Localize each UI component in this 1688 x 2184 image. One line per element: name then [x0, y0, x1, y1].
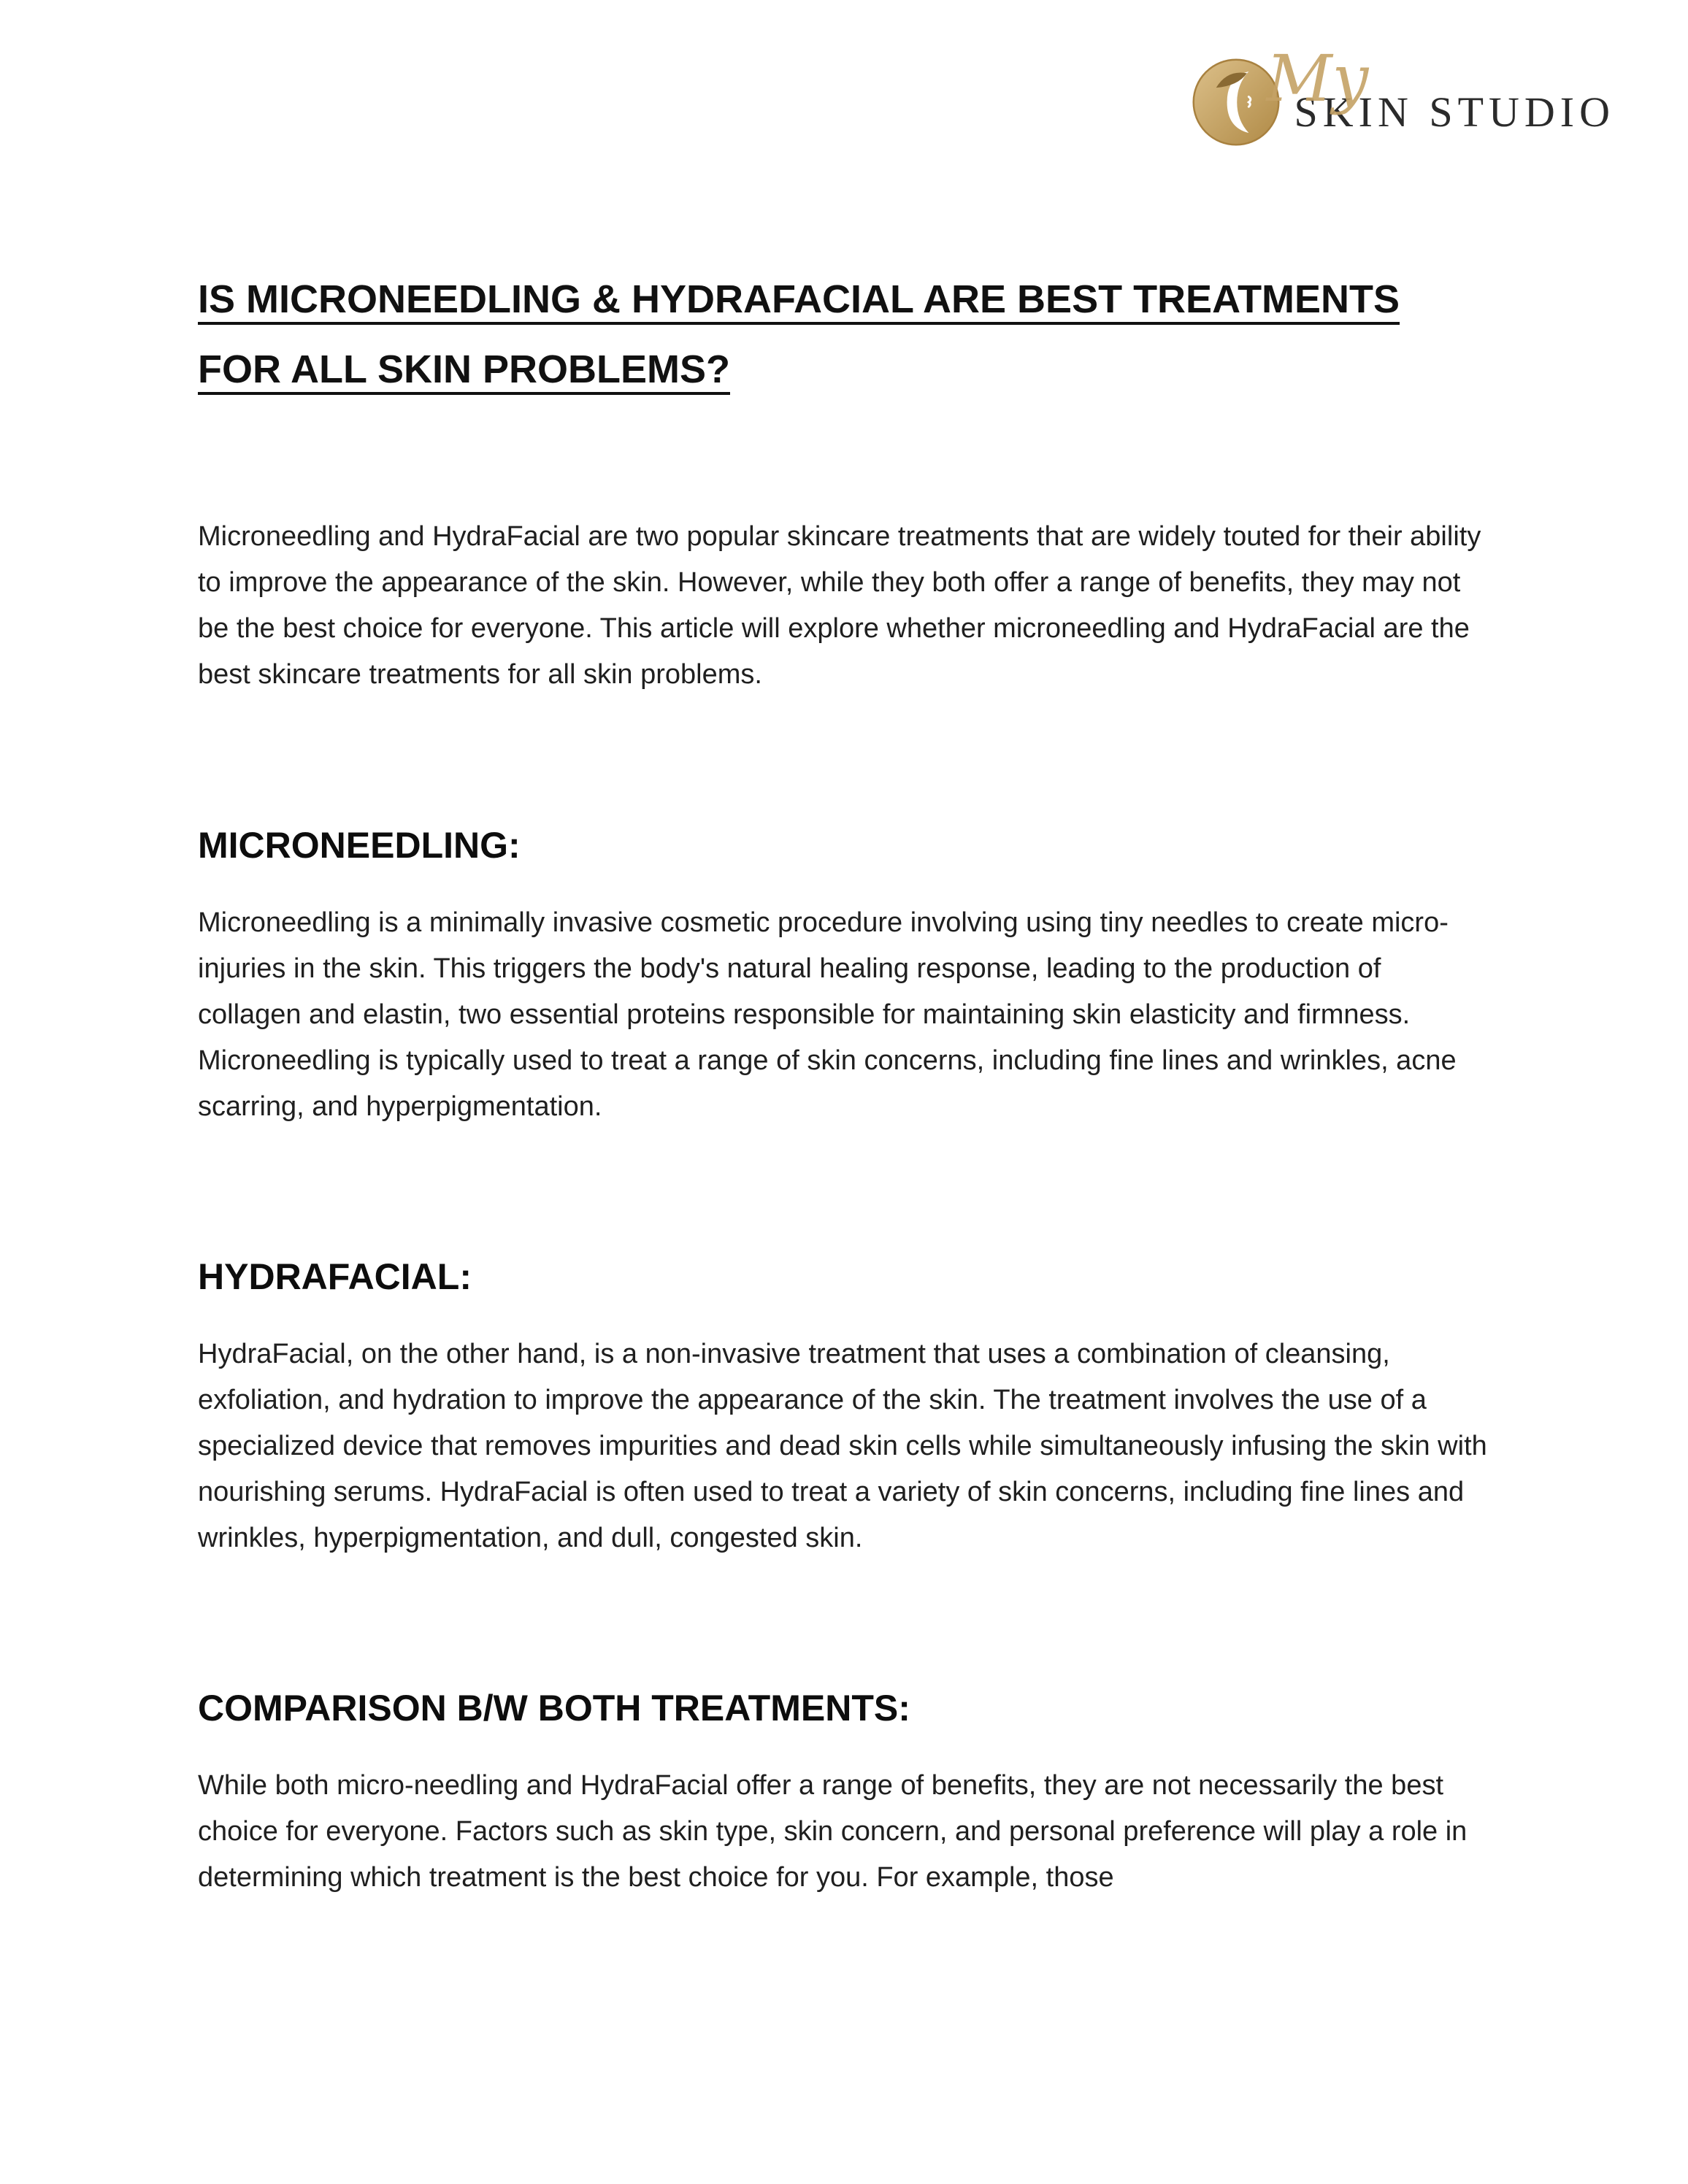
- section-comparison: [198, 1687, 1491, 1901]
- article-title-line-1: IS MICRONEEDLING & HYDRAFACIAL ARE BEST TREATMENTS: [198, 277, 1400, 321]
- brand-name-label: SKIN STUDIO: [1294, 88, 1615, 136]
- brand-script-text: My: [1266, 40, 1369, 116]
- section-hydrafacial: [198, 1256, 1491, 1561]
- section-heading-microneedling: MICRONEEDLING:: [198, 824, 521, 866]
- skin-studio-logo-icon: [1191, 57, 1281, 147]
- section-heading-comparison: COMPARISON B/W BOTH TREATMENTS:: [198, 1688, 910, 1729]
- brand-logo: [1191, 40, 1616, 147]
- section-paragraph-comparison: While both micro-needling and HydraFacial offer a range of benefits, they are not necessarily the best choice for everyone. Factors such as skin type, skin concern, and personal preference will play a role in determining which treatment is the best choice for you. For example, those: [198, 1770, 1468, 1893]
- intro-paragraph: Microneedling and HydraFacial are two popular skincare treatments that are widely touted for their ability to improve the appearance of the skin. However, while they both offer a range of benefits, they may not be the best choice for everyone. This article will explore whether microneedling and HydraFacial are the best skincare treatments for all skin problems.: [198, 521, 1481, 691]
- section-paragraph-hydrafacial: HydraFacial, on the other hand, is a non-invasive treatment that uses a combination of cleansing, exfoliation, and hydration to improve the appearance of the skin. The treatment involves the use of a specialized device that removes impurities and dead skin cells while simultaneously infusing the skin with nourishing serums. HydraFacial is often used to treat a variety of skin concerns, including fine lines and wrinkles, hyperpigmentation, and dull, congested skin.: [198, 1338, 1487, 1554]
- page-header: [0, 0, 1688, 136]
- article-title: [198, 264, 1491, 404]
- brand-name-text: [1266, 40, 1616, 136]
- article-title-line-2: FOR ALL SKIN PROBLEMS?: [198, 347, 730, 392]
- section-paragraph-microneedling: Microneedling is a minimally invasive cosmetic procedure involving using tiny needles to create micro-injuries in the skin. This triggers the body's natural healing response, leading to the production of collagen and elastin, two essential proteins responsible for maintaining skin elasticity and firmness. Microneedling is typically used to treat a range of skin concerns, including fine lines and wrinkles, acne scarring, and hyperpigmentation.: [198, 907, 1457, 1122]
- section-microneedling: [198, 824, 1491, 1130]
- section-heading-hydrafacial: HYDRAFACIAL:: [198, 1256, 472, 1297]
- article-content: [0, 264, 1688, 1902]
